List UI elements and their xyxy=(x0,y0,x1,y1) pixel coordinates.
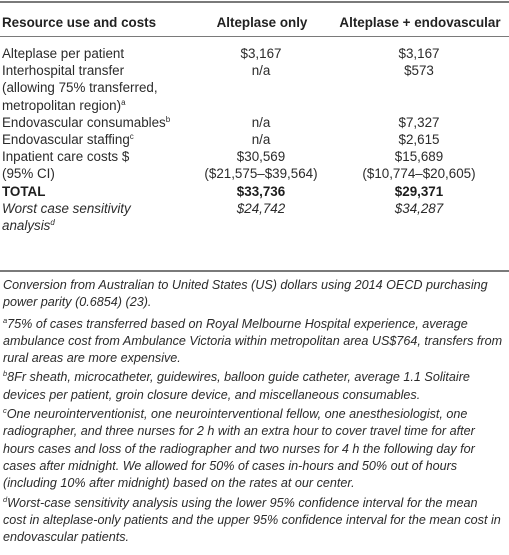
footnote-marker: d xyxy=(3,494,8,504)
row-label-line: metropolitan region) xyxy=(2,97,122,113)
column-header-alteplase-only: Alteplase only xyxy=(216,14,308,30)
row-label: (95% CI) xyxy=(2,166,55,182)
row-label: Endovascular staffing$^c$ xyxy=(2,132,134,148)
table-top-rule xyxy=(0,1,509,3)
footnote-marker: b xyxy=(165,114,171,124)
table-row xyxy=(0,62,509,114)
footnote-d: $^d$Worst-case sensitivity analysis using the lower 95% confidence interval for the mean cost in alteplase-only patients and the upper 95% confidence interval for the mean cost in endovascular patients. xyxy=(3,494,501,545)
footnote-marker: c xyxy=(129,132,134,142)
table-row xyxy=(0,148,509,165)
cell-alteplase-only: $30,569 xyxy=(236,149,286,165)
table-spacer xyxy=(0,38,509,45)
cell-alteplase-only: n/a xyxy=(251,132,271,148)
table-row xyxy=(0,45,509,62)
column-header-resource: Resource use and costs xyxy=(2,14,157,30)
cell-alteplase-endovascular: $7,327 xyxy=(398,114,440,130)
cell-alteplase-endovascular: ($10,774–$20,605) xyxy=(362,166,476,182)
footnote-a: $^a$75% of cases transferred based on Royal Melbourne Hospital experience, average ambulance cost from Ambulance Victoria within metropolitan area US$764, transfers from rural areas are more expensive. xyxy=(3,315,503,366)
cell-alteplase-only: ($21,575–$39,564) xyxy=(204,166,318,182)
reference-link[interactable]: 23 xyxy=(129,295,144,310)
footnote-c: $^c$One neurointerventionist, one neurointerventional fellow, one anesthesiologist, one radiographer, and three nurses for 2 h with an extra hour to cover travel time for after hours cases and loss of the radiographer and two nurses for 4 h the following day for cases after midnight. We allowed for 50% of cases in-hours and 50% out of hours (including 10% after midnight) based on the rates at our center. xyxy=(3,406,475,491)
cell-alteplase-only: n/a xyxy=(251,63,271,79)
cell-alteplase-endovascular: $573 xyxy=(404,63,434,79)
table-footnotes xyxy=(3,277,503,548)
row-label: Endovascular consumables$^b$ xyxy=(2,114,171,130)
row-label: Inpatient care costs $ xyxy=(2,149,130,165)
table-row xyxy=(0,165,509,182)
footnote-marker: b xyxy=(3,369,8,379)
conversion-note: Conversion from Australian to United States (US) dollars using 2014 OECD purchasing power parity (0.6854) (23). xyxy=(3,278,488,310)
cell-alteplase-only: $3,167 xyxy=(240,46,282,61)
footnote-marker: a xyxy=(121,97,126,107)
row-label-line: Interhospital transfer xyxy=(2,63,125,79)
table-row-total xyxy=(0,183,509,200)
cost-table xyxy=(0,7,509,234)
cell-alteplase-only: n/a xyxy=(251,114,271,130)
table-row xyxy=(0,114,509,131)
cell-alteplase-endovascular: $15,689 xyxy=(394,149,444,165)
table-row-worst-case xyxy=(0,200,509,234)
row-label: Alteplase per patient xyxy=(2,46,125,61)
row-label: Worst case sensitivity analysis$^d$ xyxy=(2,200,131,234)
cell-alteplase-endovascular: $3,167 xyxy=(398,46,440,61)
table-header-row xyxy=(0,7,509,38)
footnote-marker: d xyxy=(50,218,55,228)
column-header-alteplase-endovascular: Alteplase + endovascular xyxy=(339,14,501,30)
footnote-marker: a xyxy=(3,315,8,325)
cell-alteplase-endovascular: $34,287 xyxy=(394,200,444,216)
row-label: TOTAL xyxy=(2,183,46,199)
cell-alteplase-only: $33,736 xyxy=(236,183,286,199)
cell-alteplase-endovascular: $29,371 xyxy=(394,183,444,199)
cell-alteplase-only: $24,742 xyxy=(236,200,286,216)
row-label-line: (allowing 75% transferred, xyxy=(2,80,158,96)
footnote-b: $^b$8Fr sheath, microcatheter, guidewires, balloon guide catheter, average 1.1 Solitaire devices per patient, groin closure device, and miscellaneous consumables. xyxy=(3,369,470,402)
table-row xyxy=(0,131,509,148)
table-bottom-rule xyxy=(0,270,509,272)
cell-alteplase-endovascular: $2,615 xyxy=(398,132,440,148)
row-label xyxy=(0,62,193,114)
footnote-marker: c xyxy=(3,406,7,416)
